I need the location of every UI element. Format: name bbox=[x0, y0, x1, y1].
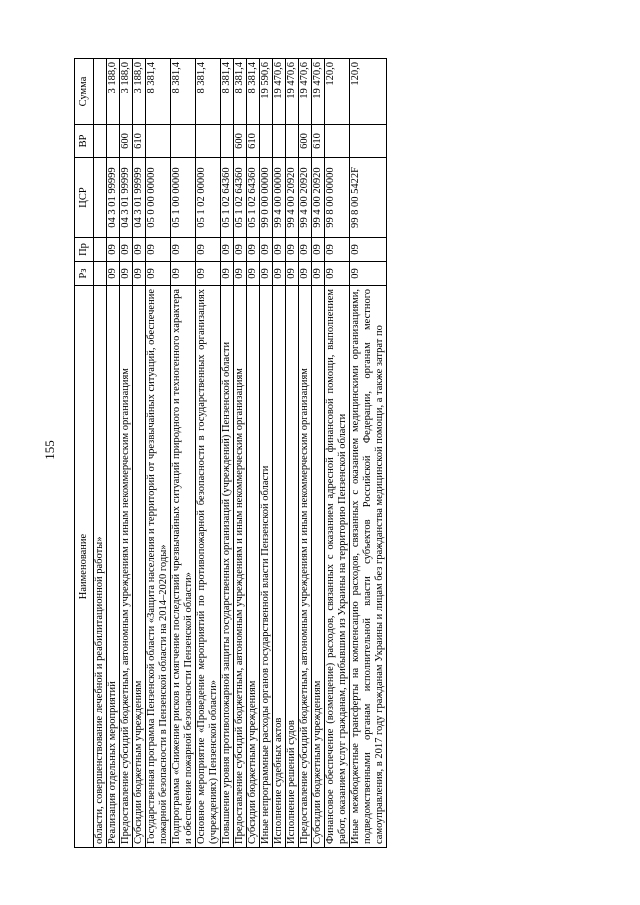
cell-csr: 04 3 01 99999 bbox=[120, 158, 133, 238]
cell-rz: 09 bbox=[107, 262, 120, 286]
header-sum: Сумма bbox=[75, 59, 94, 125]
table-row bbox=[94, 59, 107, 848]
cell-name: Подпрограмма «Снижение рисков и смягчение последствий чрезвычайных ситуаций природного и техногенного характера и обеспечение пожарной безопасности Пензенской области» bbox=[171, 286, 196, 848]
cell-name: Субсидии бюджетным учреждениям bbox=[133, 286, 146, 848]
cell-pr: 09 bbox=[260, 238, 273, 262]
cell-sum: 120,0 bbox=[325, 59, 350, 125]
cell-vr: 600 bbox=[120, 125, 133, 158]
cell-pr: 09 bbox=[146, 238, 171, 262]
table-row bbox=[133, 59, 146, 848]
cell-csr: 05 1 02 00000 bbox=[196, 158, 221, 238]
cell-sum: 19 470,6 bbox=[286, 59, 299, 125]
cell-name: Предоставление субсидий бюджетным, автономным учреждениям и иным некоммерческим организациям bbox=[120, 286, 133, 848]
table-row bbox=[146, 59, 171, 848]
cell-name: Иные непрограммные расходы органов государственной власти Пензенской области bbox=[260, 286, 273, 848]
cell-rz: 09 bbox=[247, 262, 260, 286]
table-row bbox=[312, 59, 325, 848]
cell-name: Реализация отдельных мероприятий bbox=[107, 286, 120, 848]
cell-rz: 09 bbox=[221, 262, 234, 286]
cell-name: Субсидии бюджетным учреждениям bbox=[312, 286, 325, 848]
cell-sum: 19 590,6 bbox=[260, 59, 273, 125]
cell-pr: 09 bbox=[299, 238, 312, 262]
cell-vr bbox=[350, 125, 387, 158]
cell-csr: 99 8 00 5422F bbox=[350, 158, 387, 238]
cell-sum: 3 188,0 bbox=[133, 59, 146, 125]
cell-rz bbox=[94, 262, 107, 286]
cell-csr: 99 4 00 20920 bbox=[299, 158, 312, 238]
cell-csr: 99 8 00 00000 bbox=[325, 158, 350, 238]
header-rz: Рз bbox=[75, 262, 94, 286]
table-row bbox=[260, 59, 273, 848]
cell-vr bbox=[260, 125, 273, 158]
cell-csr: 05 1 02 64360 bbox=[234, 158, 247, 238]
cell-rz: 09 bbox=[325, 262, 350, 286]
cell-csr: 99 4 00 20920 bbox=[312, 158, 325, 238]
table-row bbox=[325, 59, 350, 848]
page-number: 155 bbox=[42, 440, 57, 460]
cell-rz: 09 bbox=[196, 262, 221, 286]
cell-vr bbox=[221, 125, 234, 158]
cell-csr: 04 3 01 99999 bbox=[107, 158, 120, 238]
header-pr: Пр bbox=[75, 238, 94, 262]
cell-vr: 600 bbox=[299, 125, 312, 158]
table-row bbox=[221, 59, 234, 848]
cell-vr bbox=[171, 125, 196, 158]
cell-sum: 120,0 bbox=[350, 59, 387, 125]
header-vr: ВР bbox=[75, 125, 94, 158]
cell-csr: 99 4 00 00000 bbox=[273, 158, 286, 238]
table-row bbox=[171, 59, 196, 848]
cell-pr: 09 bbox=[221, 238, 234, 262]
cell-csr: 05 1 02 64360 bbox=[247, 158, 260, 238]
cell-pr: 09 bbox=[196, 238, 221, 262]
cell-rz: 09 bbox=[286, 262, 299, 286]
table-row bbox=[247, 59, 260, 848]
cell-csr: 99 0 00 00000 bbox=[260, 158, 273, 238]
cell-rz: 09 bbox=[312, 262, 325, 286]
cell-pr: 09 bbox=[247, 238, 260, 262]
cell-csr: 04 3 01 99999 bbox=[133, 158, 146, 238]
cell-pr: 09 bbox=[312, 238, 325, 262]
cell-sum: 8 381,4 bbox=[221, 59, 234, 125]
cell-csr: 05 1 00 00000 bbox=[171, 158, 196, 238]
header-name: Наименование bbox=[75, 286, 94, 848]
cell-csr bbox=[94, 158, 107, 238]
cell-rz: 09 bbox=[350, 262, 387, 286]
cell-pr bbox=[94, 238, 107, 262]
budget-table bbox=[74, 58, 387, 848]
table-row bbox=[196, 59, 221, 848]
cell-sum: 3 188,0 bbox=[107, 59, 120, 125]
cell-name: Исполнение решений судов bbox=[286, 286, 299, 848]
cell-rz: 09 bbox=[120, 262, 133, 286]
cell-vr: 610 bbox=[133, 125, 146, 158]
cell-sum: 8 381,4 bbox=[146, 59, 171, 125]
cell-vr: 600 bbox=[234, 125, 247, 158]
cell-rz: 09 bbox=[234, 262, 247, 286]
table-row bbox=[299, 59, 312, 848]
cell-pr: 09 bbox=[273, 238, 286, 262]
cell-name: Финансовое обеспечение (возмещение) расходов, связанных с оказанием адресной финансовой помощи, выполнением работ, оказанием услуг гражданам, прибывшим из Украины на территорию Пензенской области bbox=[325, 286, 350, 848]
cell-rz: 09 bbox=[260, 262, 273, 286]
cell-rz: 09 bbox=[273, 262, 286, 286]
cell-vr bbox=[325, 125, 350, 158]
cell-sum: 8 381,4 bbox=[171, 59, 196, 125]
cell-name: Предоставление субсидий бюджетным, автономным учреждениям и иным некоммерческим организациям bbox=[299, 286, 312, 848]
cell-vr bbox=[107, 125, 120, 158]
rotated-table-container bbox=[74, 58, 614, 848]
cell-vr bbox=[196, 125, 221, 158]
cell-name: Государственная программа Пензенской области «Защита населения и территорий от чрезвычайных ситуаций, обеспечение пожарной безопасности в Пензенской области на 2014–2020 годы» bbox=[146, 286, 171, 848]
cell-pr: 09 bbox=[133, 238, 146, 262]
cell-vr: 610 bbox=[312, 125, 325, 158]
cell-name: Основное мероприятие «Проведение мероприятий по противопожарной безопасности в государственных организациях (учреждениях) Пензенской области» bbox=[196, 286, 221, 848]
cell-sum: 3 188,0 bbox=[120, 59, 133, 125]
cell-vr bbox=[273, 125, 286, 158]
cell-pr: 09 bbox=[350, 238, 387, 262]
cell-name: области, совершенствование лечебной и реабилитационной работы» bbox=[94, 286, 107, 848]
table-row bbox=[120, 59, 133, 848]
cell-pr: 09 bbox=[234, 238, 247, 262]
cell-sum: 19 470,6 bbox=[299, 59, 312, 125]
cell-name: Предоставление субсидий бюджетным, автономным учреждениям и иным некоммерческим организациям bbox=[234, 286, 247, 848]
cell-pr: 09 bbox=[107, 238, 120, 262]
cell-rz: 09 bbox=[299, 262, 312, 286]
cell-rz: 09 bbox=[133, 262, 146, 286]
cell-csr: 99 4 00 20920 bbox=[286, 158, 299, 238]
cell-pr: 09 bbox=[171, 238, 196, 262]
cell-vr bbox=[286, 125, 299, 158]
cell-rz: 09 bbox=[146, 262, 171, 286]
cell-vr bbox=[94, 125, 107, 158]
cell-sum: 19 470,6 bbox=[273, 59, 286, 125]
cell-csr: 05 0 00 00000 bbox=[146, 158, 171, 238]
cell-pr: 09 bbox=[325, 238, 350, 262]
table-row bbox=[107, 59, 120, 848]
cell-vr bbox=[146, 125, 171, 158]
table-row bbox=[273, 59, 286, 848]
cell-sum: 19 470,6 bbox=[312, 59, 325, 125]
table-header-row bbox=[75, 59, 94, 848]
cell-vr: 610 bbox=[247, 125, 260, 158]
cell-sum: 8 381,4 bbox=[196, 59, 221, 125]
cell-sum: 8 381,4 bbox=[234, 59, 247, 125]
table-row bbox=[350, 59, 387, 848]
table-row bbox=[234, 59, 247, 848]
cell-name: Исполнение судебных актов bbox=[273, 286, 286, 848]
cell-rz: 09 bbox=[171, 262, 196, 286]
cell-sum: 8 381,4 bbox=[247, 59, 260, 125]
cell-name: Иные межбюджетные трансферты на компенсацию расходов, связанных с оказанием медицинскими организациями, подведомственными органам исполнительной власти субъектов Российской Федерации, органам местного самоуправления, в 2017 году гражданам Украины и лицам без гражданства медицинской помощи, а также затрат по bbox=[350, 286, 387, 848]
cell-pr: 09 bbox=[286, 238, 299, 262]
cell-sum bbox=[94, 59, 107, 125]
cell-name: Повышение уровня противопожарной защиты государственных организаций (учреждений) Пензенской области bbox=[221, 286, 234, 848]
cell-csr: 05 1 02 64360 bbox=[221, 158, 234, 238]
cell-name: Субсидии бюджетным учреждениям bbox=[247, 286, 260, 848]
cell-pr: 09 bbox=[120, 238, 133, 262]
header-csr: ЦСР bbox=[75, 158, 94, 238]
table-row bbox=[286, 59, 299, 848]
